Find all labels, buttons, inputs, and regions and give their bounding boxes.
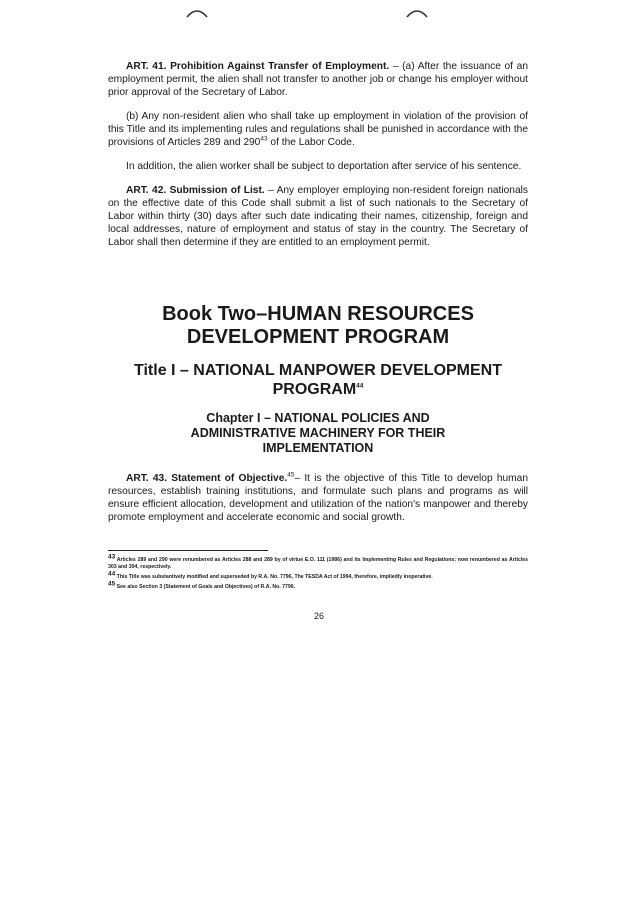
chapter-heading-line2: ADMINISTRATIVE MACHINERY FOR THEIR xyxy=(190,426,446,440)
book-heading-line2: DEVELOPMENT PROGRAM xyxy=(186,326,450,348)
footnote-ref-45: 45 xyxy=(287,471,295,479)
footnote-ref-43: 43 xyxy=(260,135,268,143)
title-heading-line1: Title I – NATIONAL MANPOWER DEVELOPMENT xyxy=(133,362,503,379)
footnote-divider xyxy=(108,550,268,551)
art42-text: – Any employer employing non-resident foreign nationals on the effective date of this Code shall submit a list of such nationals to the Secretary of Labor within thirty (30) days after such date indicating their names, citizenship, foreign and local addresses, nature of employment and status of stay in the country. The Secretary of Labor shall then determine if they are entitled to an employment permit. xyxy=(108,185,528,248)
footnote-43-mark: 43 xyxy=(108,553,116,561)
chapter-heading-line1: Chapter I – NATIONAL POLICIES AND xyxy=(206,411,430,425)
title-heading-line2-wrap xyxy=(108,380,528,399)
footnote-44-mark: 44 xyxy=(108,570,116,578)
art42-paragraph xyxy=(108,184,528,249)
book-heading xyxy=(108,303,528,349)
footnotes xyxy=(108,550,528,594)
art43-text: – It is the objective of this Title to develop human resources, establish training institutions, and formulate such plans and programs as will ensure efficient allocation, development and utilization of the nation's manpower and thereby promote employment and accelerate economic and social growth. xyxy=(108,473,528,523)
footnote-ref-44: 44 xyxy=(356,382,364,390)
title-heading-line2: PROGRAM xyxy=(272,381,357,398)
page-number: 26 xyxy=(313,611,324,621)
title-heading xyxy=(108,361,528,399)
chapter-heading-line3: IMPLEMENTATION xyxy=(262,441,374,455)
art43-paragraph xyxy=(108,472,528,524)
footnote-43-text: Articles 289 and 290 were renumbered as Articles 288 and 289 by of virtue E.O. 111 (1986) and its Implementing Rules and Regulations; now renumbered as Articles 303 and 304, respectively. xyxy=(108,557,528,570)
art41-b-text2: of the Labor Code. xyxy=(267,137,355,148)
footnote-43 xyxy=(108,553,528,571)
book-heading-line1: Book Two–HUMAN RESOURCES xyxy=(162,303,474,325)
art42-heading: ART. 42. Submission of List. xyxy=(126,185,265,196)
footnote-45 xyxy=(108,580,528,591)
chapter-heading xyxy=(108,411,528,456)
art41-text: – (a) After the issuance of an employment permit, the alien shall not transfer to another job or change his employer without prior approval of the Secretary of Labor. xyxy=(108,61,528,98)
punch-hole-left-mark xyxy=(184,5,210,19)
page-body xyxy=(108,60,528,535)
section-headings xyxy=(108,303,528,456)
footnote-45-mark: 45 xyxy=(108,580,116,588)
art41-b-paragraph xyxy=(108,110,528,149)
punch-hole-right-mark xyxy=(404,5,430,19)
art41-paragraph xyxy=(108,60,528,99)
art41-c-paragraph: In addition, the alien worker shall be subject to deportation after service of his sentence. xyxy=(126,161,522,172)
art41-heading: ART. 41. Prohibition Against Transfer of Employment. xyxy=(126,61,390,72)
footnote-44 xyxy=(108,570,528,581)
footnote-45-text: See also Section 3 (Statement of Goals and Objectives) of R.A. No. 7796. xyxy=(115,584,296,590)
footnote-44-text: This Title was substantively modified and superseded by R.A. No. 7796, The TESDA Act of 1994, therefore, impliedly inoperative. xyxy=(115,574,433,580)
art43-heading: ART. 43. Statement of Objective. xyxy=(126,473,288,484)
art41-b-text1: (b) Any non-resident alien who shall take up employment in violation of the provision of this Title and its implementing rules and regulations shall be punished in accordance with the provisions of Articles 289 and 290 xyxy=(108,111,528,148)
